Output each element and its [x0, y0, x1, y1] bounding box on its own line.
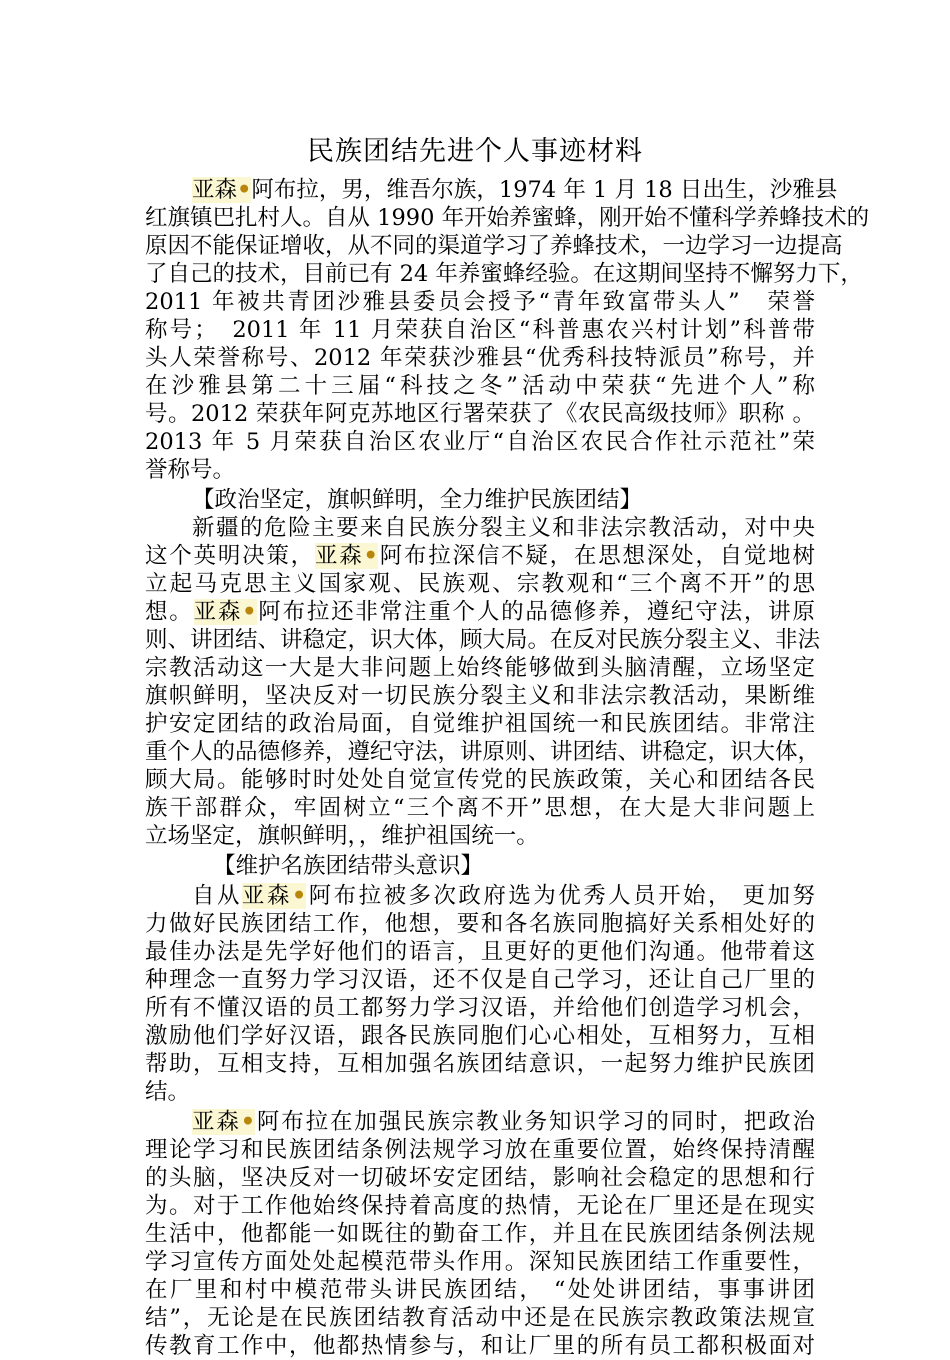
- section1-line-8: 护安定团结的政治局面，自觉维护祖国统一和民族团结。非常注: [145, 711, 815, 737]
- intro-line-8: 在沙雅县第二十三届“科技之冬”活动中荣获“先进个人”称: [145, 373, 815, 399]
- section3-line-7: 在厂里和村中模范带头讲民族团结， “处处讲团结，事事讲团: [145, 1277, 815, 1303]
- section3-line-9: 传教育工作中，他都热情参与，和让厂里的所有员工都积极面对: [145, 1333, 815, 1359]
- section3-line-3: 的头脑，坚决反对一切破坏安定团结，影响社会稳定的思想和行: [145, 1165, 815, 1191]
- section3-line-2: 理论学习和民族团结条例法规学习放在重要位置，始终保持清醒: [145, 1137, 815, 1163]
- section1-line-5: 则、讲团结、讲稳定，识大体，顾大局。在反对民族分裂主义、非法: [145, 627, 821, 653]
- section2-line-4: 种理念一直努力学习汉语，还不仅是自己学习，还让自己厂里的: [145, 967, 815, 993]
- section2-heading: 【维护名族团结带头意识】: [213, 853, 484, 879]
- section2-line-6: 激励他们学好汉语，跟各民族同胞们心心相处，互相努力，互相: [145, 1023, 815, 1049]
- section1-line-2: 这个英明决策，亚森•阿布拉深信不疑，在思想深处，自觉地树: [145, 543, 815, 569]
- name-highlight: 亚森•: [192, 177, 252, 203]
- intro-line-10: 2013 年 5 月荣获自治区农业厅“自治区农民合作社示范社”荣: [145, 429, 815, 455]
- intro-line-2: 红旗镇巴扎村人。自从 1990 年开始养蜜蜂，刚开始不懂科学养蜂技术的: [145, 205, 870, 231]
- section1-line-3: 立起马克思主义国家观、民族观、宗教观和“三个离不开”的思: [145, 571, 815, 597]
- section3-line-8: 结”，无论是在民族团结教育活动中还是在民族宗教政策法规宣: [145, 1305, 815, 1331]
- section2-line-3: 最佳办法是先学好他们的语言，且更好的更他们沟通。他带着这: [145, 939, 815, 965]
- section3-line-1: 亚森•阿布拉在加强民族宗教业务知识学习的同时，把政治: [192, 1109, 815, 1135]
- section2-line-2: 力做好民族团结工作，他想，要和各名族同胞搞好关系相处好的: [145, 911, 815, 937]
- intro-line-6: 称号； 2011 年 11 月荣获自治区“科普惠农兴村计划”科普带: [145, 317, 815, 343]
- section1-line-7: 旗帜鲜明，坚决反对一切民族分裂主义和非法宗教活动，果断维: [145, 683, 815, 709]
- intro-line-5: 2011 年被共青团沙雅县委员会授予“青年致富带头人” 荣誉: [145, 289, 815, 315]
- section2-line-8: 结。: [145, 1079, 191, 1105]
- section2-line-7: 帮助，互相支持，互相加强名族团结意识，一起努力维护民族团: [145, 1051, 815, 1077]
- section3-line-5: 生活中，他都能一如既往的勤奋工作，并且在民族团结条例法规: [145, 1221, 815, 1247]
- intro-line-9: 号。2012 荣获年阿克苏地区行署荣获了《农民高级技师》职称 。: [145, 401, 815, 427]
- section3-line-6: 学习宣传方面处处起模范带头作用。深知民族团结工作重要性，: [145, 1249, 815, 1275]
- section1-line-1: 新疆的危险主要来自民族分裂主义和非法宗教活动，对中央: [192, 515, 815, 541]
- section1-line-4: 想。亚森•阿布拉还非常注重个人的品德修养，遵纪守法，讲原: [145, 599, 815, 625]
- section1-heading: 【政治坚定，旗帜鲜明，全力维护民族团结】: [192, 487, 643, 513]
- section3-line-4: 为。对于工作他始终保持着高度的热情，无论在厂里还是在现实: [145, 1193, 815, 1219]
- document-title: 民族团结先进个人事迹材料: [307, 136, 643, 167]
- intro-line-11: 誉称号。: [145, 457, 236, 483]
- section1-line-11: 族干部群众，牢固树立“三个离不开”思想，在大是大非问题上: [145, 795, 815, 821]
- section1-line-12: 立场坚定，旗帜鲜明，，维护祖国统一。: [145, 823, 539, 849]
- section2-line-5: 所有不懂汉语的员工都努力学习汉语，并给他们创造学习机会，: [145, 995, 815, 1021]
- section1-line-6: 宗教活动这一大是大非问题上始终能够做到头脑清醒，立场坚定: [145, 655, 815, 681]
- section1-line-10: 顾大局。能够时时处处自觉宣传党的民族政策，关心和团结各民: [145, 767, 815, 793]
- section1-line-9: 重个人的品德修养，遵纪守法，讲原则、讲团结、讲稳定，识大体，: [145, 739, 821, 765]
- intro-line-4: 了自己的技术，目前已有 24 年养蜜蜂经验。在这期间坚持不懈努力下，: [145, 261, 863, 287]
- section2-line-1: 自从亚森•阿布拉被多次政府选为优秀人员开始， 更加努: [192, 883, 815, 909]
- intro-line-1: 亚森•阿布拉，男，维吾尔族，1974 年 1 月 18 日出生，沙雅县: [192, 177, 838, 203]
- intro-line-3: 原因不能保证增收，从不同的渠道学习了养蜂技术，一边学习一边提高: [145, 233, 843, 259]
- intro-line-7: 头人荣誉称号、2012 年荣获沙雅县“优秀科技特派员”称号，并: [145, 345, 815, 371]
